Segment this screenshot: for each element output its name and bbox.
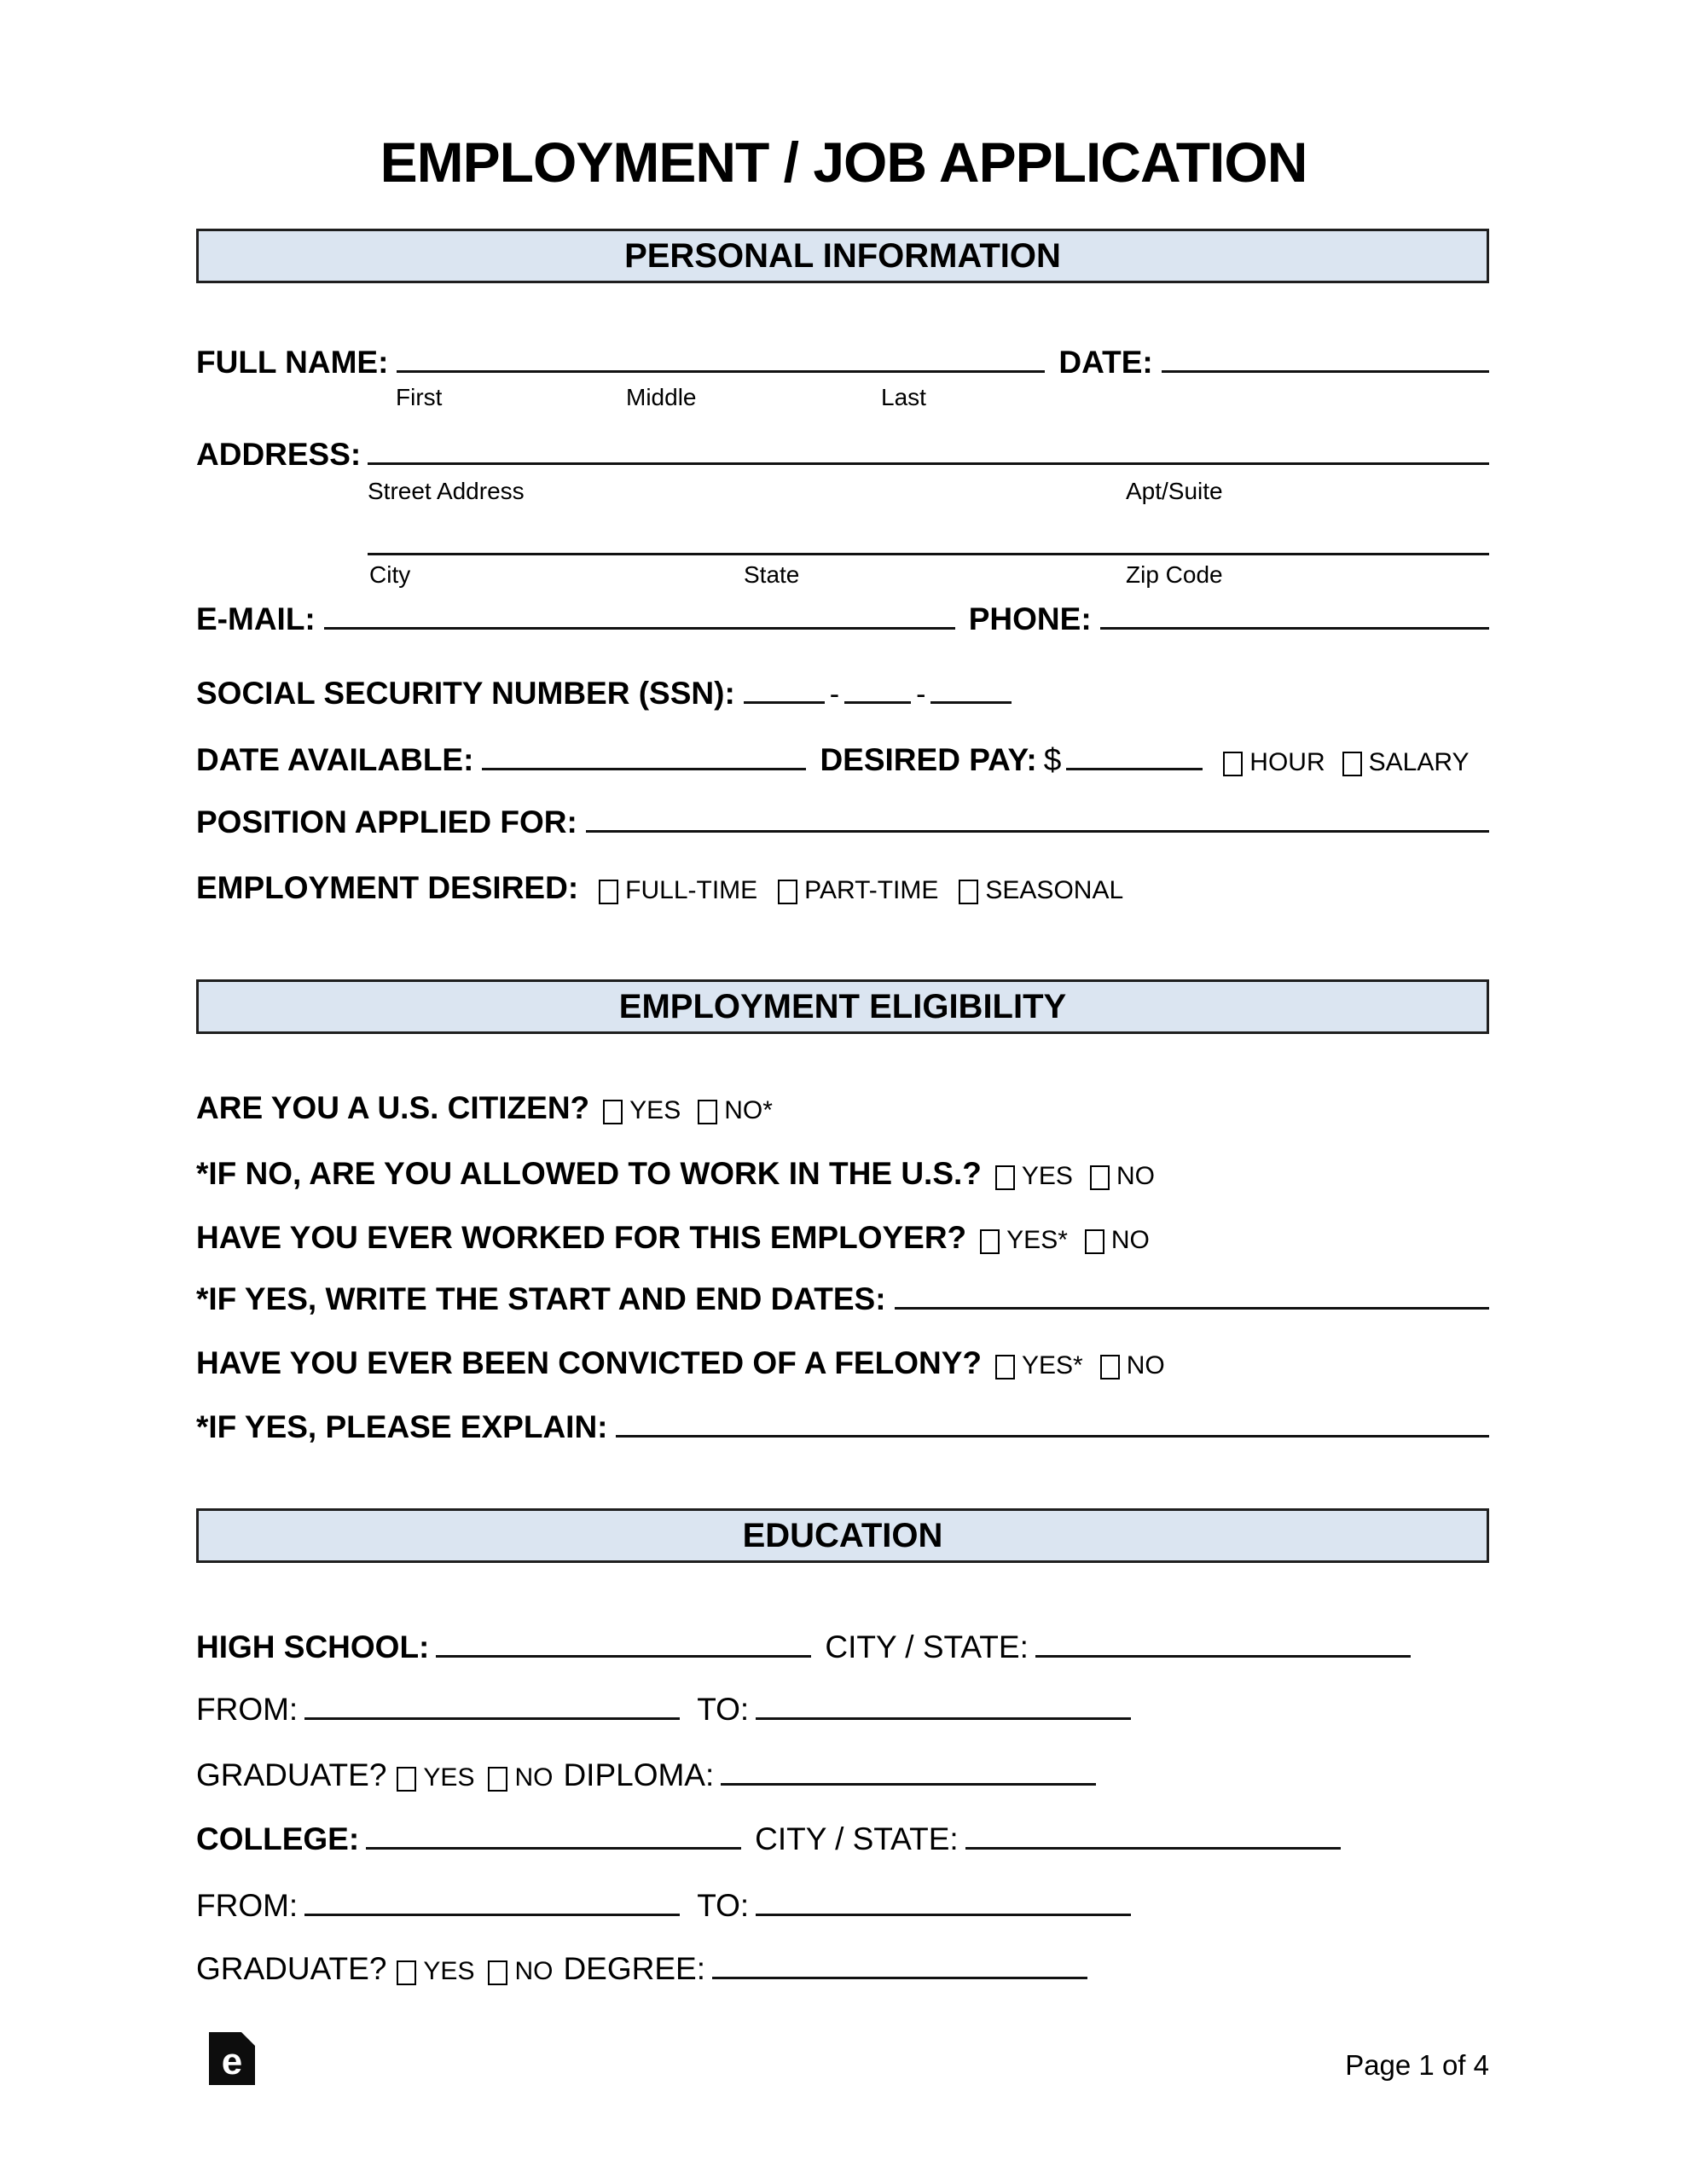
worked-before-question-row: [196, 1220, 1489, 1256]
address-label: ADDRESS:: [196, 437, 362, 472]
start-end-dates-label: *IF YES, WRITE THE START AND END DATES:: [196, 1281, 886, 1316]
address-row: [196, 437, 1489, 473]
position-applied-input-line[interactable]: [586, 820, 1489, 833]
hour-label: HOUR: [1249, 748, 1325, 776]
email-input-line[interactable]: [324, 617, 955, 630]
page-number: Page 1 of 4: [1345, 2049, 1489, 2081]
hs-to-label: TO:: [697, 1692, 750, 1727]
citizen-question-label: ARE YOU A U.S. CITIZEN?: [196, 1090, 590, 1125]
page-title: EMPLOYMENT / JOB APPLICATION: [380, 131, 1307, 194]
city-state-zip-sublabels: [196, 561, 1489, 590]
degree-input-line[interactable]: [712, 1966, 1087, 1979]
section-header-personal-information: PERSONAL INFORMATION: [196, 229, 1489, 283]
worked-yes-label: YES*: [1006, 1226, 1068, 1254]
ssn-part3-input-line[interactable]: [930, 691, 1012, 704]
email-label: E-MAIL:: [196, 601, 316, 636]
college-dates-row: [196, 1888, 1489, 1924]
felony-no-checkbox[interactable]: [1100, 1355, 1120, 1380]
part-time-label: PART-TIME: [804, 876, 939, 904]
salary-label: SALARY: [1368, 748, 1470, 776]
date-input-line[interactable]: [1162, 360, 1489, 373]
hs-city-state-input-line[interactable]: [1035, 1645, 1411, 1658]
high-school-dates-row: [196, 1692, 1489, 1728]
allowed-yes-label: YES: [1021, 1162, 1073, 1190]
start-end-dates-row: [196, 1281, 1489, 1317]
section-header-education: EDUCATION: [196, 1508, 1489, 1563]
college-graduate-no-label: NO: [514, 1957, 554, 1985]
full-name-row: [196, 345, 1489, 380]
college-graduate-label: GRADUATE?: [196, 1951, 387, 1986]
worked-no-checkbox[interactable]: [1085, 1229, 1104, 1254]
high-school-input-line[interactable]: [436, 1645, 811, 1658]
address-line2-row: [196, 525, 1489, 555]
zip-code-sublabel: Zip Code: [1126, 561, 1223, 588]
desired-pay-label: DESIRED PAY:: [820, 742, 1037, 777]
allowed-to-work-question-row: [196, 1156, 1489, 1192]
city-sublabel: City: [369, 561, 411, 588]
high-school-label: HIGH SCHOOL:: [196, 1629, 430, 1664]
high-school-row: [196, 1629, 1489, 1665]
felony-yes-checkbox[interactable]: [995, 1355, 1015, 1380]
allowed-no-checkbox[interactable]: [1090, 1165, 1110, 1190]
allowed-yes-checkbox[interactable]: [995, 1165, 1015, 1190]
middle-sublabel: Middle: [626, 384, 697, 410]
full-time-checkbox[interactable]: [599, 880, 618, 904]
degree-label: DEGREE:: [563, 1951, 705, 1986]
ssn-separator: -: [829, 678, 840, 711]
high-school-graduate-row: [196, 1757, 1489, 1793]
seasonal-checkbox[interactable]: [959, 880, 978, 904]
worked-no-label: NO: [1110, 1226, 1150, 1254]
hs-graduate-yes-checkbox[interactable]: [397, 1767, 416, 1792]
salary-checkbox[interactable]: [1342, 752, 1362, 776]
eforms-logo-letter: e: [221, 2041, 243, 2082]
date-available-label: DATE AVAILABLE:: [196, 742, 474, 777]
college-to-label: TO:: [697, 1888, 750, 1923]
hs-graduate-no-checkbox[interactable]: [488, 1767, 507, 1792]
street-address-sublabel: Street Address: [368, 478, 525, 504]
date-label: DATE:: [1058, 345, 1153, 380]
full-name-input-line[interactable]: [397, 360, 1045, 373]
ssn-label: SOCIAL SECURITY NUMBER (SSN):: [196, 676, 735, 711]
hs-graduate-yes-label: YES: [423, 1763, 475, 1792]
address-sublabels: [196, 478, 1489, 507]
explain-input-line[interactable]: [616, 1425, 1489, 1438]
hs-city-state-label: CITY / STATE:: [825, 1629, 1029, 1664]
college-graduate-no-checkbox[interactable]: [488, 1960, 507, 1985]
citizen-yes-label: YES: [629, 1096, 681, 1124]
seasonal-label: SEASONAL: [985, 876, 1124, 904]
college-graduate-yes-label: YES: [423, 1957, 475, 1985]
worked-yes-checkbox[interactable]: [980, 1229, 1000, 1254]
college-row: [196, 1821, 1489, 1857]
phone-label: PHONE:: [968, 601, 1092, 636]
explain-label: *IF YES, PLEASE EXPLAIN:: [196, 1409, 608, 1444]
college-graduate-row: [196, 1951, 1489, 1987]
college-to-input-line[interactable]: [756, 1903, 1131, 1916]
college-city-state-input-line[interactable]: [965, 1837, 1341, 1850]
part-time-checkbox[interactable]: [778, 880, 797, 904]
first-sublabel: First: [396, 384, 443, 410]
diploma-label: DIPLOMA:: [563, 1757, 715, 1792]
ssn-separator: -: [916, 678, 926, 711]
phone-input-line[interactable]: [1100, 617, 1489, 630]
position-applied-row: [196, 804, 1489, 840]
felony-question-label: HAVE YOU EVER BEEN CONVICTED OF A FELONY?: [196, 1345, 982, 1380]
college-city-state-label: CITY / STATE:: [755, 1821, 959, 1856]
start-end-dates-input-line[interactable]: [895, 1297, 1489, 1310]
email-phone-row: [196, 601, 1489, 637]
currency-symbol: $: [1043, 742, 1062, 777]
felony-yes-label: YES*: [1022, 1351, 1083, 1380]
college-input-line[interactable]: [366, 1837, 741, 1850]
full-name-label: FULL NAME:: [196, 345, 389, 380]
felony-no-label: NO: [1126, 1351, 1165, 1380]
felony-question-row: [196, 1345, 1489, 1381]
apt-suite-sublabel: Apt/Suite: [1126, 478, 1223, 504]
employment-desired-label: EMPLOYMENT DESIRED:: [196, 870, 579, 905]
date-available-desired-pay-row: [196, 742, 1489, 778]
college-label: COLLEGE:: [196, 1821, 360, 1856]
employment-desired-row: [196, 870, 1489, 906]
allowed-to-work-question-label: *IF NO, ARE YOU ALLOWED TO WORK IN THE U.S.?: [196, 1156, 982, 1191]
full-time-label: FULL-TIME: [625, 876, 758, 904]
hs-from-input-line[interactable]: [304, 1707, 680, 1720]
hs-graduate-label: GRADUATE?: [196, 1757, 387, 1792]
full-name-sublabels: [196, 384, 1489, 413]
citizen-question-row: [196, 1090, 1489, 1126]
worked-before-question-label: HAVE YOU EVER WORKED FOR THIS EMPLOYER?: [196, 1220, 967, 1255]
ssn-part1-input-line[interactable]: [744, 691, 825, 704]
date-available-input-line[interactable]: [482, 758, 806, 770]
college-graduate-yes-checkbox[interactable]: [397, 1960, 416, 1985]
eforms-logo: [209, 2032, 255, 2085]
hs-from-label: FROM:: [196, 1692, 299, 1727]
citizen-no-checkbox[interactable]: [698, 1100, 717, 1124]
street-address-input-line[interactable]: [368, 452, 1489, 465]
diploma-input-line[interactable]: [721, 1773, 1096, 1786]
position-applied-label: POSITION APPLIED FOR:: [196, 804, 577, 839]
desired-pay-input-line[interactable]: [1066, 758, 1203, 770]
explain-row: [196, 1409, 1489, 1445]
hour-checkbox[interactable]: [1223, 752, 1243, 776]
college-from-input-line[interactable]: [304, 1903, 680, 1916]
city-state-zip-input-line[interactable]: [368, 543, 1489, 555]
hs-graduate-no-label: NO: [514, 1763, 554, 1792]
state-sublabel: State: [744, 561, 800, 588]
citizen-yes-checkbox[interactable]: [603, 1100, 623, 1124]
ssn-row: [196, 676, 1489, 712]
citizen-no-label: NO*: [724, 1096, 773, 1124]
last-sublabel: Last: [881, 384, 926, 410]
college-from-label: FROM:: [196, 1888, 299, 1923]
hs-to-input-line[interactable]: [756, 1707, 1131, 1720]
section-header-employment-eligibility: EMPLOYMENT ELIGIBILITY: [196, 979, 1489, 1034]
ssn-part2-input-line[interactable]: [844, 691, 911, 704]
allowed-no-label: NO: [1116, 1162, 1155, 1190]
